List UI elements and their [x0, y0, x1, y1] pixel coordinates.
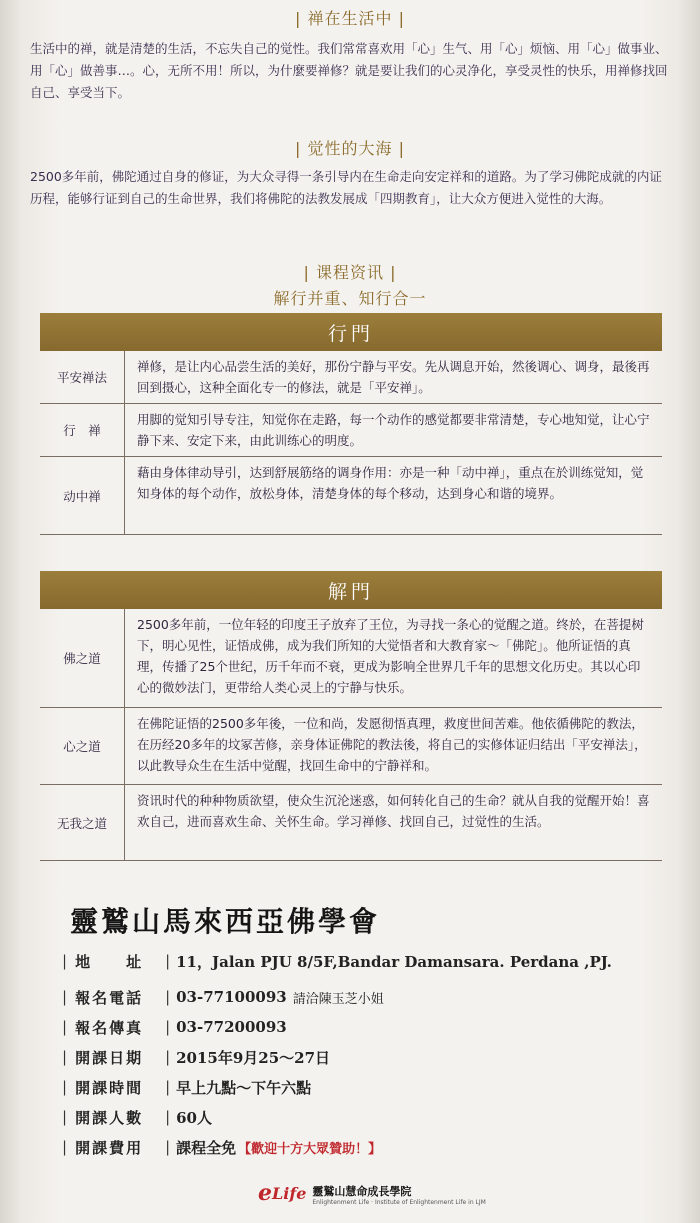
row-label: 动中禅 — [40, 457, 125, 534]
info-extra: 請洽陳玉芝小姐 — [292, 991, 384, 1007]
row-label: 平安禅法 — [40, 351, 125, 403]
info-key: 開課人數 — [75, 1108, 144, 1127]
section-title-chan: | 禅在生活中 | — [295, 9, 405, 28]
info-row-time: | 開課時間 | 早上九點～下午六點 — [62, 1078, 312, 1097]
row-desc: 用脚的觉知引导专注，知觉你在走路，每一个动作的感觉都要非常清楚，专心地知觉，让心宁静下来、安定下来，由此训练心的明度。 — [137, 412, 650, 448]
row-label: 行 禅 — [40, 404, 125, 456]
row-desc: 在佛陀证悟的2500多年後，一位和尚，发愿彻悟真理，救度世间苦难。他依循佛陀的教法，在历经20多年的坟冢苦修，亲身体证佛陀的教法後，将自己的实修体证归结出「平安禅法」，以此教导众生在生活中觉醒，找回生命中的宁静祥和。 — [137, 716, 647, 773]
course-title: | 课程资讯 | — [303, 263, 397, 282]
info-red-note: 【歡迎十方大眾贊助！】 — [238, 1141, 382, 1157]
institute-name: 靈鷲山慧命成長學院 — [312, 1185, 412, 1198]
table-row — [40, 609, 662, 708]
row-desc: 禅修，是让内心品尝生活的美好，那份宁静与平安。先从调息开始，然後调心、调身，最後再回到摄心，这种全面化专一的修法，就是「平安禅」。 — [137, 359, 650, 395]
xingmen-table — [40, 313, 662, 535]
row-desc: 资讯时代的种种物质欲望，使众生沉沦迷惑，如何转化自己的生命？就从自我的觉醒开始！喜欢自己，进而喜欢生命、关怀生命。学习禅修、找回自己，过觉性的生活。 — [137, 793, 650, 829]
course-subtitle: 解行并重、知行合一 — [273, 289, 427, 308]
info-key: 報名傳真 — [75, 1018, 144, 1037]
info-value: 早上九點～下午六點 — [176, 1078, 312, 1097]
row-desc: 藉由身体律动导引，达到舒展筋络的调身作用：亦是一种「动中禅」，重点在於训练觉知，觉知身体的每个动作，放松身体，清楚身体的每个移动，达到身心和谐的境界。 — [137, 465, 644, 501]
info-key: 開課日期 — [75, 1048, 144, 1067]
info-row-address: | 地 址 | 11，Jalan PJU 8/5F,Bandar Damansara. Perdana ,PJ. — [62, 952, 612, 971]
jiemen-table — [40, 571, 662, 861]
elife-logo — [258, 1180, 486, 1206]
row-label: 无我之道 — [40, 785, 125, 860]
info-value: 03-77200093 — [176, 1018, 287, 1036]
section-title-juexing: | 觉性的大海 | — [295, 139, 405, 158]
row-label: 心之道 — [40, 708, 125, 784]
info-value: 60人 — [176, 1108, 212, 1127]
row-desc: 2500多年前，一位年轻的印度王子放弃了王位，为寻找一条心的觉醒之道。终於，在菩提树下，明心见性，证悟成佛，成为我们所知的大觉悟者和大教育家～「佛陀」。他所证悟的真理，传播了25个世纪，历千年而不衰，更成为影响全世界几千年的思想文化历史。其以心印心的微妙法门，更带给人类心灵上的宁静与快乐。 — [137, 617, 644, 695]
xingmen-header: 行門 — [40, 313, 662, 351]
section-body-chan: 生活中的禅，就是清楚的生活，不忘失自己的觉性。我们常常喜欢用「心」生气、用「心」烦恼、用「心」做事业、用「心」做善事…。心，无所不用！所以，为什麼要禅修？就是要让我们的心灵净化，享受灵性的快乐，用禅修找回自己、享受当下。 — [30, 41, 668, 100]
info-row-capacity: | 開課人數 | 60人 — [62, 1108, 212, 1127]
info-key: 報名電話 — [75, 988, 144, 1007]
logo-life: Life — [272, 1183, 307, 1203]
row-label: 佛之道 — [40, 609, 125, 707]
info-key: 開課費用 — [75, 1138, 144, 1157]
logo-en-right: Institute of Enlightenment Life in LJM — [374, 1199, 486, 1206]
table-row — [40, 351, 662, 404]
info-value: 03-77100093 — [176, 988, 287, 1006]
table-row — [40, 457, 662, 535]
info-value: 課程全免 — [176, 1138, 237, 1157]
info-key: 開課時間 — [75, 1078, 144, 1097]
info-key: 地 址 — [75, 952, 144, 971]
info-row-phone: | 報名電話 | 03-77100093 請洽陳玉芝小姐 — [62, 988, 384, 1007]
jiemen-header: 解門 — [40, 571, 662, 609]
logo-e: e — [258, 1180, 272, 1206]
table-row — [40, 708, 662, 785]
institute-name-en: Enlightenment Life · Institute of Enlightenment Life in LJM — [312, 1199, 486, 1206]
org-name: 靈鷲山馬來西亞佛學會 — [70, 905, 381, 938]
table-row — [40, 785, 662, 861]
info-row-date: | 開課日期 | 2015年9月25～27日 — [62, 1048, 331, 1067]
info-value: 11，Jalan PJU 8/5F,Bandar Damansara. Perdana ,PJ. — [176, 952, 612, 971]
logo-en-left: Enlightenment Life — [312, 1199, 370, 1206]
info-row-fee: | 開課費用 | 課程全免 【歡迎十方大眾贊助！】 — [62, 1138, 382, 1157]
info-row-fax: | 報名傳真 | 03-77200093 — [62, 1018, 287, 1037]
info-value: 2015年9月25～27日 — [176, 1048, 331, 1067]
table-row — [40, 404, 662, 457]
section-body-juexing: 2500多年前，佛陀通过自身的修证，为大众寻得一条引导内在生命走向安定祥和的道路。为了学习佛陀成就的内证历程，能够行证到自己的生命世界，我们将佛陀的法教发展成「四期教育」，让大众方便进入觉性的大海。 — [30, 169, 662, 206]
